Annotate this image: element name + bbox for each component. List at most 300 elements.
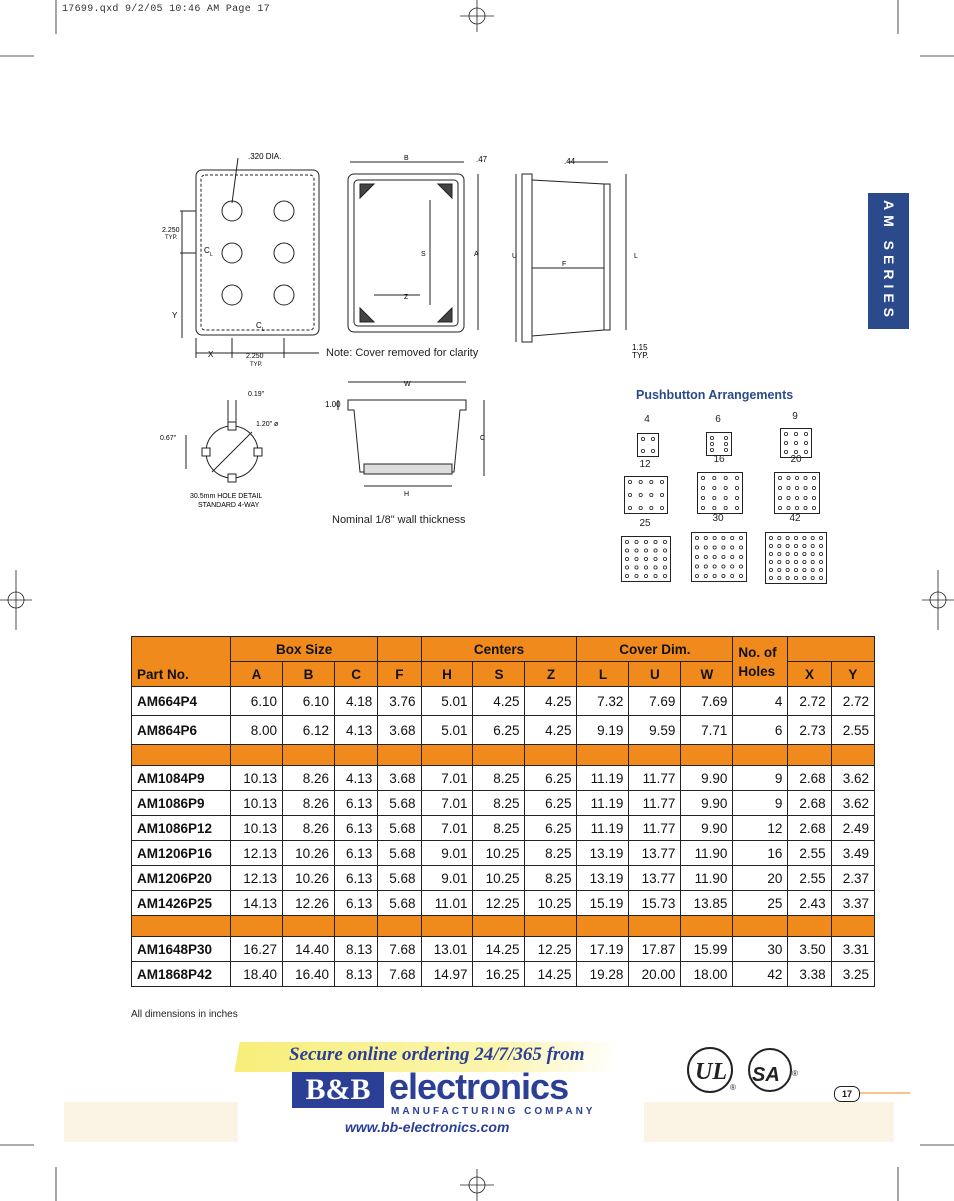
pushbutton-hole-icon	[794, 432, 797, 435]
pushbutton-hole-icon	[625, 566, 628, 569]
table-cell: 25	[733, 891, 788, 916]
table-cell: 2.72	[788, 687, 831, 716]
pushbutton-hole-icon	[651, 437, 654, 440]
series-side-tab	[868, 193, 909, 329]
h-label: H	[404, 491, 410, 498]
table-cell: 11.77	[629, 766, 681, 791]
table-cell: 5.68	[378, 816, 421, 841]
pushbutton-hole-icon	[654, 557, 657, 560]
pushbutton-hole-icon	[635, 549, 638, 552]
pushbutton-hole-icon	[794, 544, 797, 547]
table-cell: 3.37	[831, 891, 874, 916]
pushbutton-hole-icon	[701, 476, 704, 479]
table-cell: 16.40	[282, 962, 334, 987]
csa-logo-icon	[749, 1049, 798, 1091]
pushbutton-hole-icon	[704, 546, 707, 549]
footer-band-right	[644, 1102, 894, 1142]
table-cell: 7.32	[577, 687, 629, 716]
pushbutton-hole-icon	[713, 496, 716, 499]
table-row	[132, 791, 875, 816]
pushbutton-hole-icon	[786, 552, 789, 555]
ul-logo-icon	[688, 1048, 736, 1092]
footer-band-left	[64, 1102, 238, 1142]
table-cell: 17.19	[577, 937, 629, 962]
table-cell: 10.13	[231, 791, 283, 816]
pushbutton-hole-icon	[713, 506, 716, 509]
pushbutton-count-label: 6	[715, 414, 721, 425]
table-cell: 2.68	[788, 766, 831, 791]
pushbutton-hole-icon	[795, 496, 798, 499]
table-cell: 9.59	[629, 716, 681, 745]
table-cell: 11.90	[681, 866, 733, 891]
table-cell: 11.77	[629, 816, 681, 841]
table-cell: 9	[733, 791, 788, 816]
pushbutton-hole-icon	[710, 448, 713, 451]
pushbutton-hole-icon	[794, 441, 797, 444]
table-cell: 6.25	[525, 791, 577, 816]
table-cell: 3.62	[831, 791, 874, 816]
pushbutton-hole-icon	[710, 442, 713, 445]
table-row	[132, 766, 875, 791]
table-row	[132, 962, 875, 987]
pushbutton-hole-icon	[660, 480, 663, 483]
table-cell: 9	[733, 766, 788, 791]
table-cell: 2.55	[788, 841, 831, 866]
pushbutton-hole-icon	[663, 557, 666, 560]
table-cell: 30	[733, 937, 788, 962]
cover-removed-note: Note: Cover removed for clarity	[326, 347, 479, 359]
table-cell: 2.73	[788, 716, 831, 745]
dimensions-footnote: All dimensions in inches	[131, 1009, 238, 1020]
table-cell: 6.13	[334, 816, 377, 841]
table-cell: 10.25	[473, 841, 525, 866]
certification-marks	[686, 1046, 806, 1096]
hole-caption-2: STANDARD 4-WAY	[198, 502, 260, 509]
pushbutton-hole-icon	[644, 574, 647, 577]
pushbutton-hole-icon	[769, 544, 772, 547]
pushbutton-hole-icon	[769, 552, 772, 555]
dim-44: .44	[564, 157, 576, 166]
table-cell: 6.12	[282, 716, 334, 745]
table-cell: 7.69	[629, 687, 681, 716]
table-cell: 6.13	[334, 791, 377, 816]
table-cell: 6.25	[525, 766, 577, 791]
a-label: A	[474, 251, 479, 258]
table-cell: 16.27	[231, 937, 283, 962]
b-label: B	[404, 155, 409, 162]
dim-115: 1.15	[632, 343, 648, 352]
table-cell: 10.13	[231, 766, 283, 791]
table-cell: 15.99	[681, 937, 733, 962]
section-view-drawing	[324, 374, 494, 504]
table-cell: 3.76	[378, 687, 421, 716]
pushbutton-hole-icon	[735, 476, 738, 479]
pushbutton-hole-icon	[769, 576, 772, 579]
pushbutton-hole-icon	[695, 574, 698, 577]
front-view-drawing	[160, 148, 330, 368]
col-header-w: W	[681, 662, 733, 687]
pushbutton-hole-icon	[654, 566, 657, 569]
pushbutton-hole-icon	[803, 576, 806, 579]
pushbutton-hole-icon	[794, 560, 797, 563]
pushbutton-count-label: 25	[639, 518, 651, 529]
pushbutton-hole-icon	[739, 574, 742, 577]
table-cell: 12.25	[473, 891, 525, 916]
col-header-part-no: Part No.	[132, 637, 231, 687]
pushbutton-hole-icon	[735, 496, 738, 499]
pushbutton-hole-icon	[724, 448, 727, 451]
pushbutton-hole-icon	[663, 574, 666, 577]
pushbutton-count-label: 30	[712, 513, 724, 524]
pushbutton-hole-icon	[695, 536, 698, 539]
pushbutton-hole-icon	[639, 480, 642, 483]
pushbutton-hole-icon	[704, 536, 707, 539]
pushbutton-hole-icon	[654, 574, 657, 577]
table-cell: 4.25	[525, 716, 577, 745]
pushbutton-hole-icon	[778, 560, 781, 563]
dim-120: 1.20" ø	[256, 421, 279, 428]
part-number-cell: AM1206P16	[132, 841, 231, 866]
pushbutton-hole-icon	[654, 540, 657, 543]
pushbutton-count-label: 42	[789, 513, 801, 524]
pushbutton-hole-icon	[778, 496, 781, 499]
table-cell: 10.26	[282, 841, 334, 866]
dim-19: 0.19"	[248, 391, 265, 398]
pushbutton-hole-icon	[641, 437, 644, 440]
table-cell: 4.25	[525, 687, 577, 716]
pushbutton-hole-icon	[804, 432, 807, 435]
group-header-centers: Centers	[421, 637, 577, 662]
pushbutton-hole-icon	[660, 493, 663, 496]
table-cell: 2.68	[788, 791, 831, 816]
table-cell: 11.01	[421, 891, 473, 916]
pushbutton-hole-icon	[794, 576, 797, 579]
table-cell: 12.13	[231, 841, 283, 866]
pushbutton-hole-icon	[804, 476, 807, 479]
col-header-x: X	[788, 662, 831, 687]
table-cell: 7.71	[681, 716, 733, 745]
pushbutton-hole-icon	[786, 560, 789, 563]
table-cell: 2.49	[831, 816, 874, 841]
table-cell: 3.68	[378, 716, 421, 745]
f-label: F	[562, 261, 567, 268]
pushbutton-hole-icon	[804, 496, 807, 499]
table-cell: 14.40	[282, 937, 334, 962]
table-cell: 14.25	[473, 937, 525, 962]
table-cell: 8.13	[334, 962, 377, 987]
table-cell: 2.37	[831, 866, 874, 891]
table-cell: 8.25	[473, 766, 525, 791]
pushbutton-count-label: 9	[792, 411, 798, 422]
csa-registered: ®	[792, 1069, 798, 1078]
table-spacer-row	[132, 745, 875, 766]
pushbutton-hole-icon	[795, 476, 798, 479]
pushbutton-hole-icon	[784, 432, 787, 435]
table-row	[132, 866, 875, 891]
table-cell: 5.01	[421, 687, 473, 716]
table-cell: 7.68	[378, 937, 421, 962]
table-cell: 3.50	[788, 937, 831, 962]
table-cell: 8.26	[282, 766, 334, 791]
col-header-l: L	[577, 662, 629, 687]
pushbutton-hole-icon	[663, 566, 666, 569]
pushbutton-hole-icon	[722, 565, 725, 568]
pushbutton-hole-icon	[778, 486, 781, 489]
pushbutton-hole-icon	[778, 568, 781, 571]
z-label: Z	[404, 294, 409, 301]
pushbutton-hole-icon	[778, 576, 781, 579]
pushbutton-hole-icon	[663, 549, 666, 552]
pushbutton-hole-icon	[724, 442, 727, 445]
table-cell: 11.19	[577, 766, 629, 791]
group-header-cover-dim: Cover Dim.	[577, 637, 733, 662]
pushbutton-layout-box	[697, 472, 743, 514]
print-slug: 17699.qxd 9/2/05 10:46 AM Page 17	[62, 4, 270, 15]
pushbutton-hole-icon	[724, 506, 727, 509]
table-cell: 18.00	[681, 962, 733, 987]
pushbutton-hole-icon	[804, 486, 807, 489]
pushbutton-hole-icon	[811, 576, 814, 579]
pushbutton-hole-icon	[786, 544, 789, 547]
pushbutton-hole-icon	[795, 486, 798, 489]
pushbutton-hole-icon	[787, 496, 790, 499]
pushbutton-hole-icon	[704, 555, 707, 558]
pushbutton-hole-icon	[784, 441, 787, 444]
table-cell: 15.73	[629, 891, 681, 916]
part-number-cell: AM664P4	[132, 687, 231, 716]
table-cell: 4.13	[334, 716, 377, 745]
pushbutton-count-label: 16	[713, 454, 725, 465]
pushbutton-hole-icon	[713, 476, 716, 479]
pushbutton-count-label: 4	[644, 414, 650, 425]
pushbutton-hole-icon	[635, 557, 638, 560]
table-cell: 20	[733, 866, 788, 891]
pushbutton-hole-icon	[625, 540, 628, 543]
table-cell: 42	[733, 962, 788, 987]
pushbutton-hole-icon	[713, 565, 716, 568]
pushbutton-hole-icon	[803, 544, 806, 547]
h-spacing-note: TYP.	[250, 362, 263, 368]
pushbutton-hole-icon	[787, 486, 790, 489]
table-cell: 14.25	[525, 962, 577, 987]
table-cell: 13.85	[681, 891, 733, 916]
pushbutton-layout-box	[765, 532, 827, 584]
pushbutton-hole-icon	[819, 544, 822, 547]
table-cell: 2.72	[831, 687, 874, 716]
table-cell: 8.25	[473, 791, 525, 816]
pushbutton-hole-icon	[701, 496, 704, 499]
table-cell: 6.10	[231, 687, 283, 716]
hole-grid	[222, 201, 294, 305]
table-cell: 2.55	[831, 716, 874, 745]
dim-47: .47	[476, 155, 488, 164]
pushbutton-layout-box	[637, 433, 659, 457]
pushbutton-hole-icon	[803, 568, 806, 571]
col-header-holes: No. of Holes	[733, 637, 788, 687]
part-number-cell: AM1206P20	[132, 866, 231, 891]
group-header-box-size: Box Size	[231, 637, 378, 662]
side-view-drawing	[508, 150, 668, 362]
pushbutton-hole-icon	[787, 506, 790, 509]
centerline-label-2: C	[256, 321, 262, 330]
pushbutton-hole-icon	[654, 549, 657, 552]
pushbutton-hole-icon	[819, 560, 822, 563]
pushbutton-hole-icon	[804, 506, 807, 509]
table-cell: 7.01	[421, 766, 473, 791]
table-cell: 11.19	[577, 816, 629, 841]
pushbutton-hole-icon	[713, 546, 716, 549]
hole-dia-label: .320 DIA.	[248, 152, 282, 161]
table-cell: 15.19	[577, 891, 629, 916]
pushbutton-hole-icon	[722, 546, 725, 549]
col-header-z: Z	[525, 662, 577, 687]
pushbutton-hole-icon	[787, 476, 790, 479]
table-spacer-row	[132, 916, 875, 937]
pushbutton-hole-icon	[786, 568, 789, 571]
pushbutton-layout-box	[624, 476, 668, 514]
table-cell: 6.13	[334, 866, 377, 891]
table-cell: 3.25	[831, 962, 874, 987]
table-cell: 9.01	[421, 866, 473, 891]
pushbutton-hole-icon	[635, 566, 638, 569]
table-cell: 13.77	[629, 841, 681, 866]
csa-text: SA	[752, 1064, 780, 1086]
pushbutton-layout-box	[621, 536, 671, 582]
table-cell: 9.01	[421, 841, 473, 866]
pushbutton-hole-icon	[701, 486, 704, 489]
pushbutton-hole-icon	[735, 486, 738, 489]
pushbutton-hole-icon	[644, 549, 647, 552]
table-cell: 6.13	[334, 891, 377, 916]
part-number-cell: AM1648P30	[132, 937, 231, 962]
pushbutton-hole-icon	[739, 565, 742, 568]
bb-electronics-banner[interactable]	[237, 1034, 617, 1138]
pushbutton-hole-icon	[769, 560, 772, 563]
pushbutton-hole-icon	[731, 536, 734, 539]
ul-registered: ®	[730, 1083, 736, 1092]
pushbutton-hole-icon	[650, 493, 653, 496]
pushbutton-hole-icon	[739, 555, 742, 558]
pushbutton-hole-icon	[722, 555, 725, 558]
table-cell: 2.55	[788, 866, 831, 891]
table-cell: 10.25	[473, 866, 525, 891]
col-header-y: Y	[831, 662, 874, 687]
col-header-h: H	[421, 662, 473, 687]
table-cell: 5.68	[378, 791, 421, 816]
col-header-a: A	[231, 662, 283, 687]
pushbutton-hole-icon	[819, 576, 822, 579]
table-cell: 2.43	[788, 891, 831, 916]
table-cell: 8.25	[525, 841, 577, 866]
pushbutton-hole-icon	[625, 574, 628, 577]
pushbutton-hole-icon	[739, 546, 742, 549]
pushbutton-hole-icon	[803, 560, 806, 563]
pushbutton-hole-icon	[722, 574, 725, 577]
pushbutton-hole-icon	[695, 546, 698, 549]
pushbutton-hole-icon	[660, 506, 663, 509]
pushbutton-hole-icon	[819, 568, 822, 571]
bb-website-link[interactable]: www.bb-electronics.com	[345, 1119, 510, 1135]
centerline-sub-2: L	[262, 327, 265, 333]
part-number-cell: AM1426P25	[132, 891, 231, 916]
col-header-f: F	[378, 662, 421, 687]
page-number: 17	[834, 1086, 860, 1102]
pushbutton-hole-icon	[811, 552, 814, 555]
pushbutton-hole-icon	[635, 574, 638, 577]
table-cell: 2.68	[788, 816, 831, 841]
table-cell: 6	[733, 716, 788, 745]
bb-logo-mark: B&B	[292, 1072, 384, 1108]
pushbutton-hole-icon	[812, 496, 815, 499]
table-cell: 10.13	[231, 816, 283, 841]
table-cell: 5.68	[378, 841, 421, 866]
pushbutton-hole-icon	[769, 568, 772, 571]
pushbutton-count-label: 12	[639, 459, 651, 470]
table-cell: 6.13	[334, 841, 377, 866]
table-cell: 12.25	[525, 937, 577, 962]
pushbutton-hole-icon	[724, 496, 727, 499]
h-spacing-label: 2.250	[246, 353, 264, 360]
pushbutton-hole-icon	[628, 506, 631, 509]
pushbutton-hole-icon	[794, 552, 797, 555]
table-cell: 13.77	[629, 866, 681, 891]
table-cell: 8.25	[473, 816, 525, 841]
pushbutton-hole-icon	[724, 486, 727, 489]
table-row	[132, 937, 875, 962]
pushbutton-hole-icon	[804, 441, 807, 444]
spec-table	[131, 636, 875, 987]
table-cell: 11.90	[681, 841, 733, 866]
pushbutton-hole-icon	[778, 506, 781, 509]
pushbutton-title: Pushbutton Arrangements	[636, 388, 794, 402]
pushbutton-hole-icon	[713, 486, 716, 489]
pushbutton-hole-icon	[701, 506, 704, 509]
pushbutton-hole-icon	[794, 536, 797, 539]
pushbutton-hole-icon	[819, 536, 822, 539]
pushbutton-hole-icon	[811, 568, 814, 571]
pushbutton-hole-icon	[812, 506, 815, 509]
table-cell: 6.25	[525, 816, 577, 841]
table-cell: 3.68	[378, 766, 421, 791]
pushbutton-hole-icon	[731, 574, 734, 577]
table-row	[132, 687, 875, 716]
table-cell: 8.00	[231, 716, 283, 745]
pushbutton-hole-icon	[724, 436, 727, 439]
table-cell: 8.25	[525, 866, 577, 891]
table-cell: 3.31	[831, 937, 874, 962]
pushbutton-hole-icon	[704, 574, 707, 577]
table-cell: 7.68	[378, 962, 421, 987]
table-cell: 10.25	[525, 891, 577, 916]
table-cell: 10.26	[282, 866, 334, 891]
pushbutton-hole-icon	[650, 506, 653, 509]
table-cell: 9.90	[681, 766, 733, 791]
table-cell: 9.90	[681, 791, 733, 816]
pushbutton-hole-icon	[778, 544, 781, 547]
pushbutton-hole-icon	[650, 480, 653, 483]
pushbutton-hole-icon	[731, 546, 734, 549]
pushbutton-layout-box	[691, 532, 747, 582]
pushbutton-layout-box	[774, 472, 820, 514]
table-cell: 7.69	[681, 687, 733, 716]
table-cell: 8.13	[334, 937, 377, 962]
pushbutton-hole-icon	[811, 544, 814, 547]
pushbutton-hole-icon	[812, 486, 815, 489]
table-cell: 11.19	[577, 791, 629, 816]
y-dim-label: Y	[172, 311, 178, 320]
table-cell: 16	[733, 841, 788, 866]
pushbutton-hole-icon	[644, 540, 647, 543]
